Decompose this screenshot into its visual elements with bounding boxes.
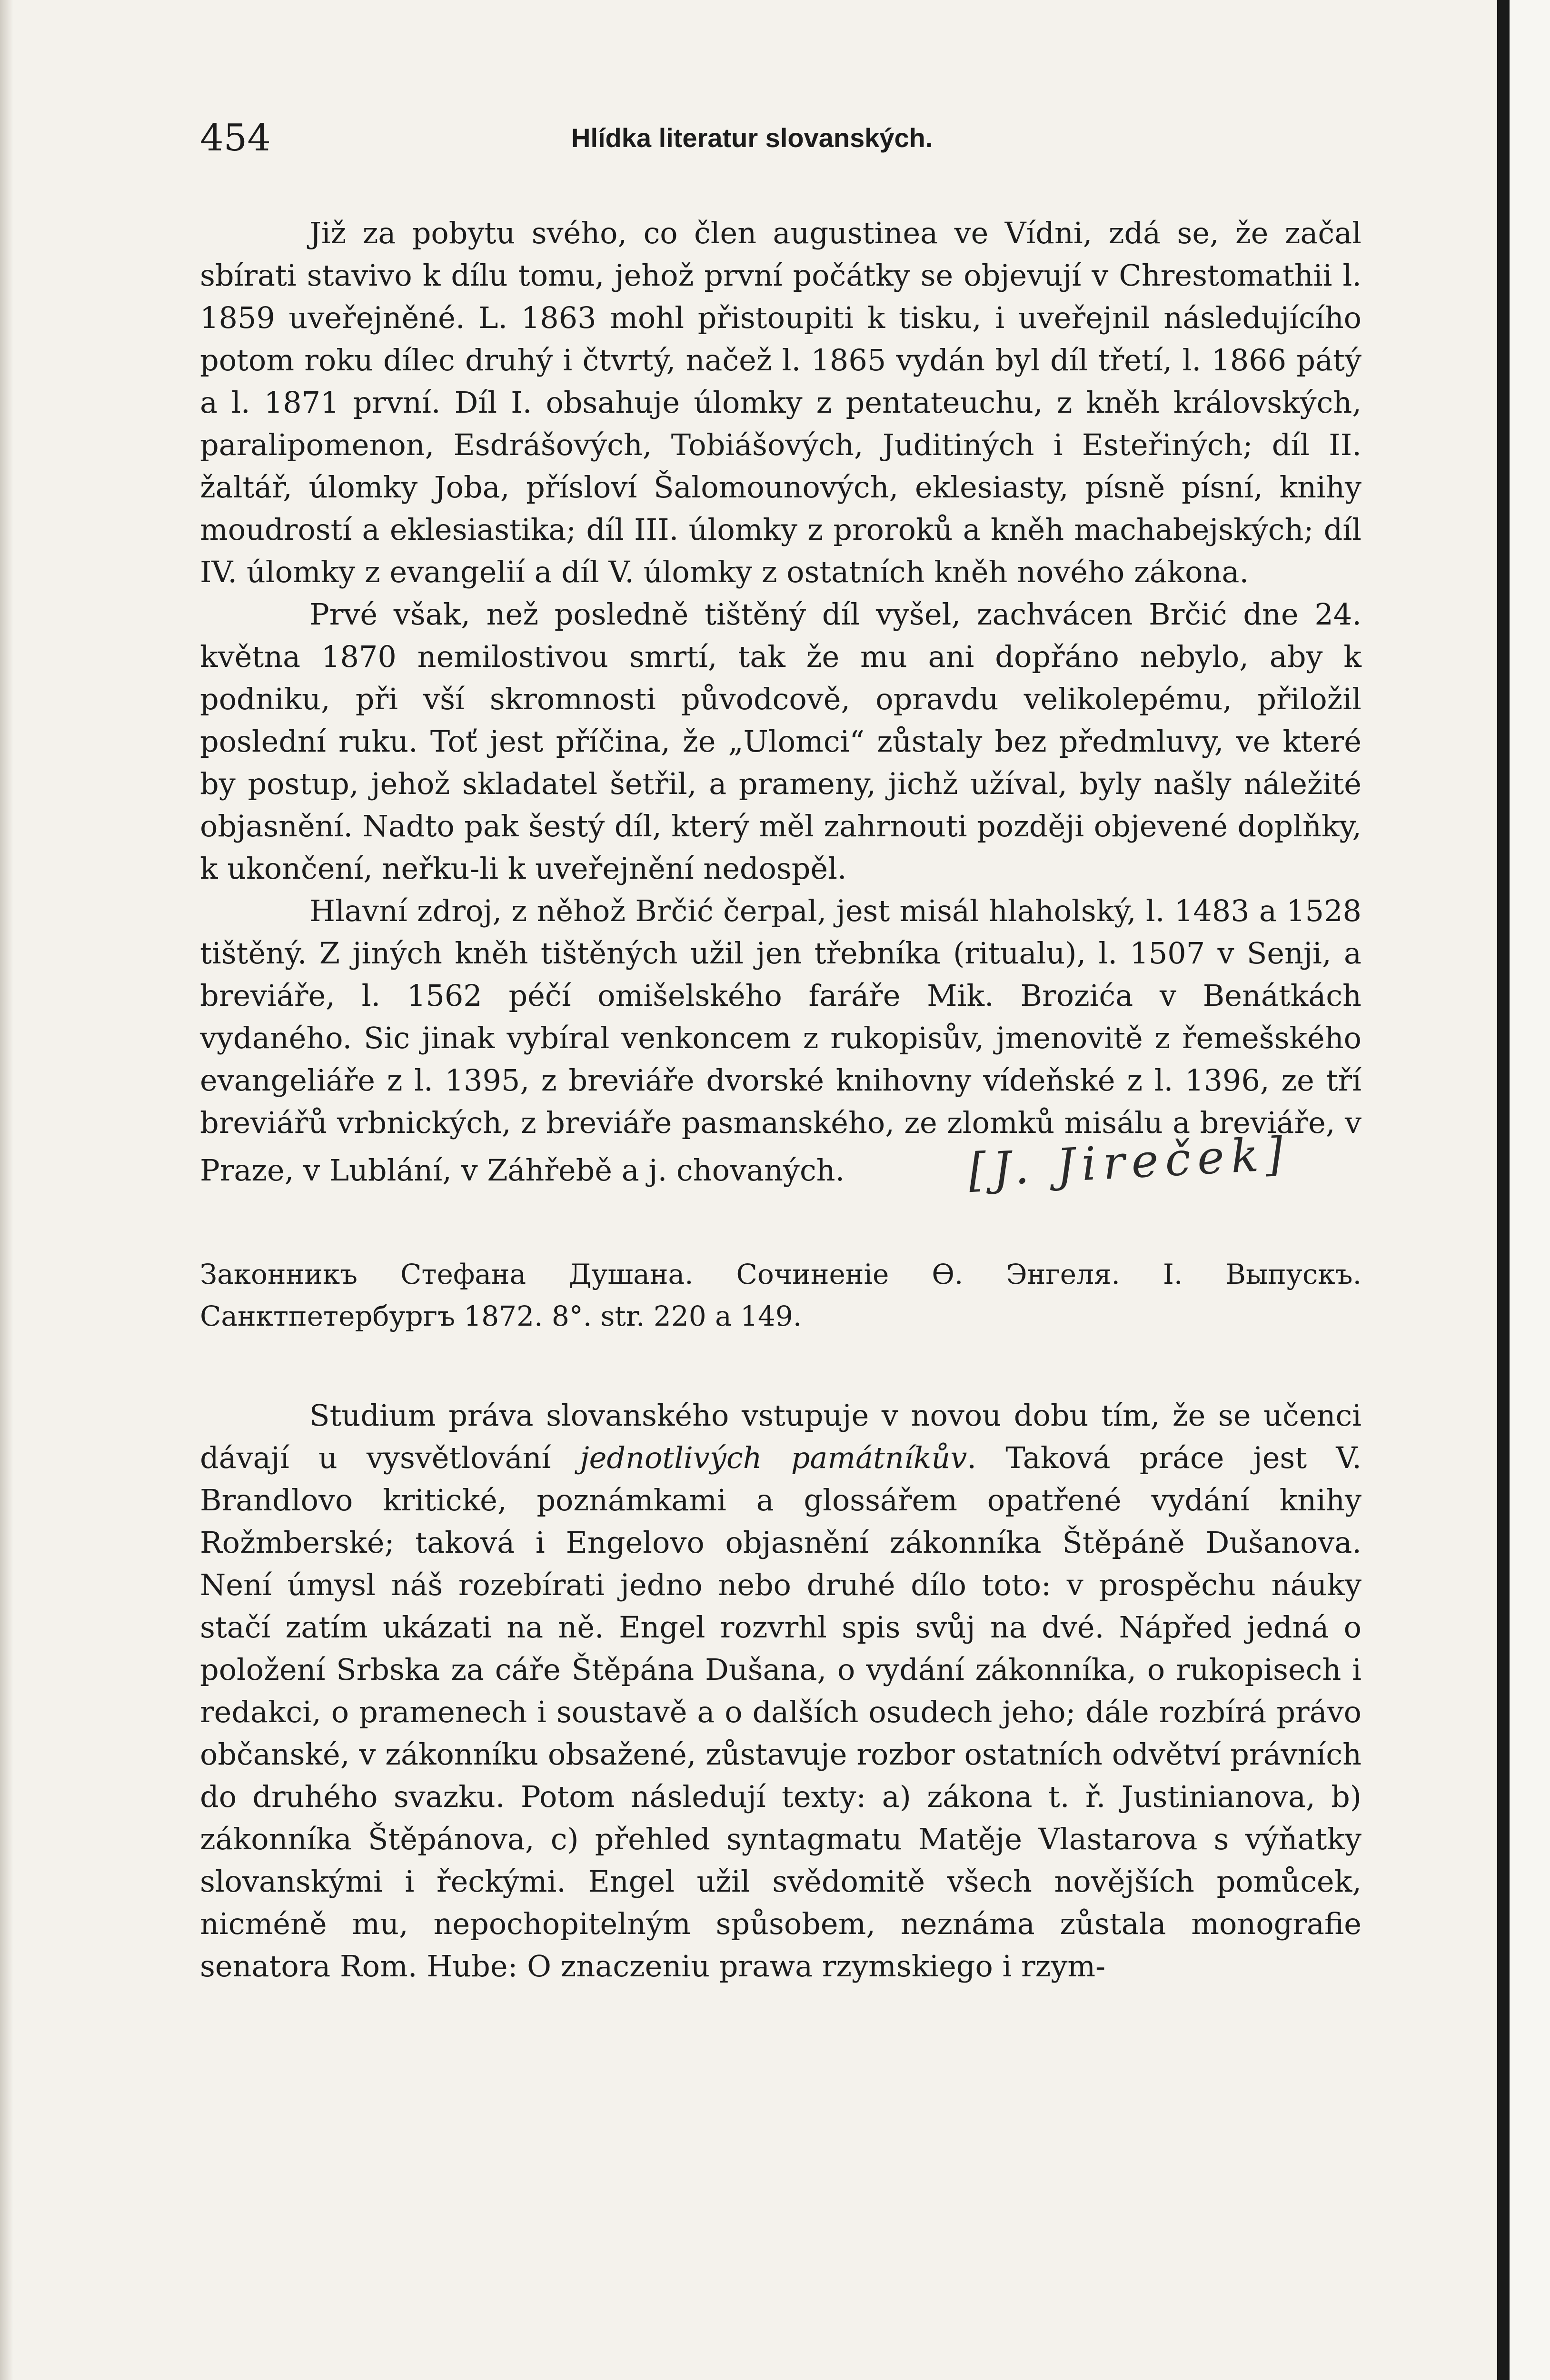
page-binding-edge (1497, 0, 1510, 2380)
paragraph-2: Prvé však, než posledně tištěný díl vyšel, zachvácen Brčić dne 24. května 1870 nemilostivou smrtí, tak že mu ani dopřáno nebylo, aby k podniku, při vší skromnosti původcově, opravdu velikolepému, přiložil poslední ruku. Toť jest příčina, že „Ulomci“ zůstaly bez předmluvy, ve které by postup, jehož skladatel šetřil, a prameny, jichž užíval, byly našly náležité objasnění. Nadto pak šestý díl, který měl zahrnouti později objevené doplňky, k ukončení, neřku-li k uveřejnění nedospěl. (200, 597, 1361, 886)
review-paragraph (200, 1394, 1361, 1987)
page-header (200, 114, 1361, 162)
paragraph-1: Již za pobytu svého, co člen augustinea ve Vídni, zdá se, že začal sbírati stavivo k dílu tomu, jehož první počátky se objevují v Chrestomathii l. 1859 uveřejněné. L. 1863 mohl přistoupiti k tisku, i uveřejnil následujícího potom roku dílec druhý i čtvrtý, načež l. 1865 vydán byl díl třetí, l. 1866 pátý a l. 1871 první. Díl I. obsahuje úlomky z pentateuchu, z kněh královských, paralipomenon, Esdrášových, Tobiášových, Juditiných i Esteřiných; díl II. žaltář, úlomky Joba, přísloví Šalomounových, eklesiasty, písně písní, knihy moudrostí a eklesiastika; díl III. úlomky z proroků a kněh machabejských; díl IV. úlomky z evangelií a díl V. úlomky z ostatních kněh nového zákona. (200, 216, 1361, 589)
page-number: 454 (200, 117, 271, 159)
book-citation: Законникъ Стефана Душана. Сочиненіе Ѳ. Энгеля. I. Выпускъ. Санктпетербургъ 1872. 8°. str. 220 a 149. (200, 1258, 1361, 1332)
page-body (200, 212, 1361, 1987)
paragraph-3 (200, 890, 1361, 1197)
running-title: Hlídka literatur slovanských. (571, 123, 933, 153)
review-text-start: Studium práva slovanského vstupuje v novou dobu tím, že se učenci dávají u vysvětlování (200, 1398, 1361, 1475)
page-left-shadow (0, 0, 13, 2380)
scan-margin (1510, 0, 1550, 2380)
paragraph-3-text: Hlavní zdroj, z něhož Brčić čerpal, jest misál hlaholský, l. 1483 a 1528 tištěný. Z jiných kněh tištěných užil jen třebníka (ritualu), l. 1507 v Senji, a breviáře, l. 1562 péčí omišelského faráře Mik. Brozića v Benátkách vydaného. Sic jinak vybíral venkoncem z rukopisův, jmenovitě z řemešského evangeliáře z l. 1395, z breviáře dvorské knihovny vídeňské z l. 1396, ze tří breviářů vrbnických, z breviáře pasmanského, ze zlomků misálu a breviáře, v Praze, v Lublání, v Záhřebě a j. chovaných. (200, 893, 1361, 1188)
review-text-end: . Taková práce jest V. Brandlovo kritické, poznámkami a glossářem opatřené vydání knihy Rožmberské; taková i Engelovo objasnění zákonníka Štěpáně Dušanova. Není úmysl náš rozebírati jedno nebo druhé dílo toto: v prospěchu náuky stačí zatím ukázati na ně. Engel rozvrhl spis svůj na dvé. Nápřed jedná o položení Srbska za cáře Štěpána Dušana, o vydání zákonníka, o rukopisech i redakci, o pramenech i soustavě a o dalších osudech jeho; dále rozbírá právo občanské, v zákonníku obsažené, zůstavuje rozbor ostatních odvětví právních do druhého svazku. Potom následují texty: a) zákona t. ř. Justinianova, b) zákonníka Štěpánova, c) přehled syntagmatu Matěje Vlastarova s výňatky slovanskými i řeckými. Engel užil svědomitě všech novějších pomůcek, nicméně mu, nepochopitelným spůsobem, neznáma zůstala monografie senatora Rom. Hube: O znaczeniu prawa rzymskiego i rzym- (200, 1440, 1361, 1983)
handwritten-signature: [J. Jireček] (967, 1127, 1292, 1197)
review-emphasis: jednotlivých památníkův (580, 1440, 967, 1475)
